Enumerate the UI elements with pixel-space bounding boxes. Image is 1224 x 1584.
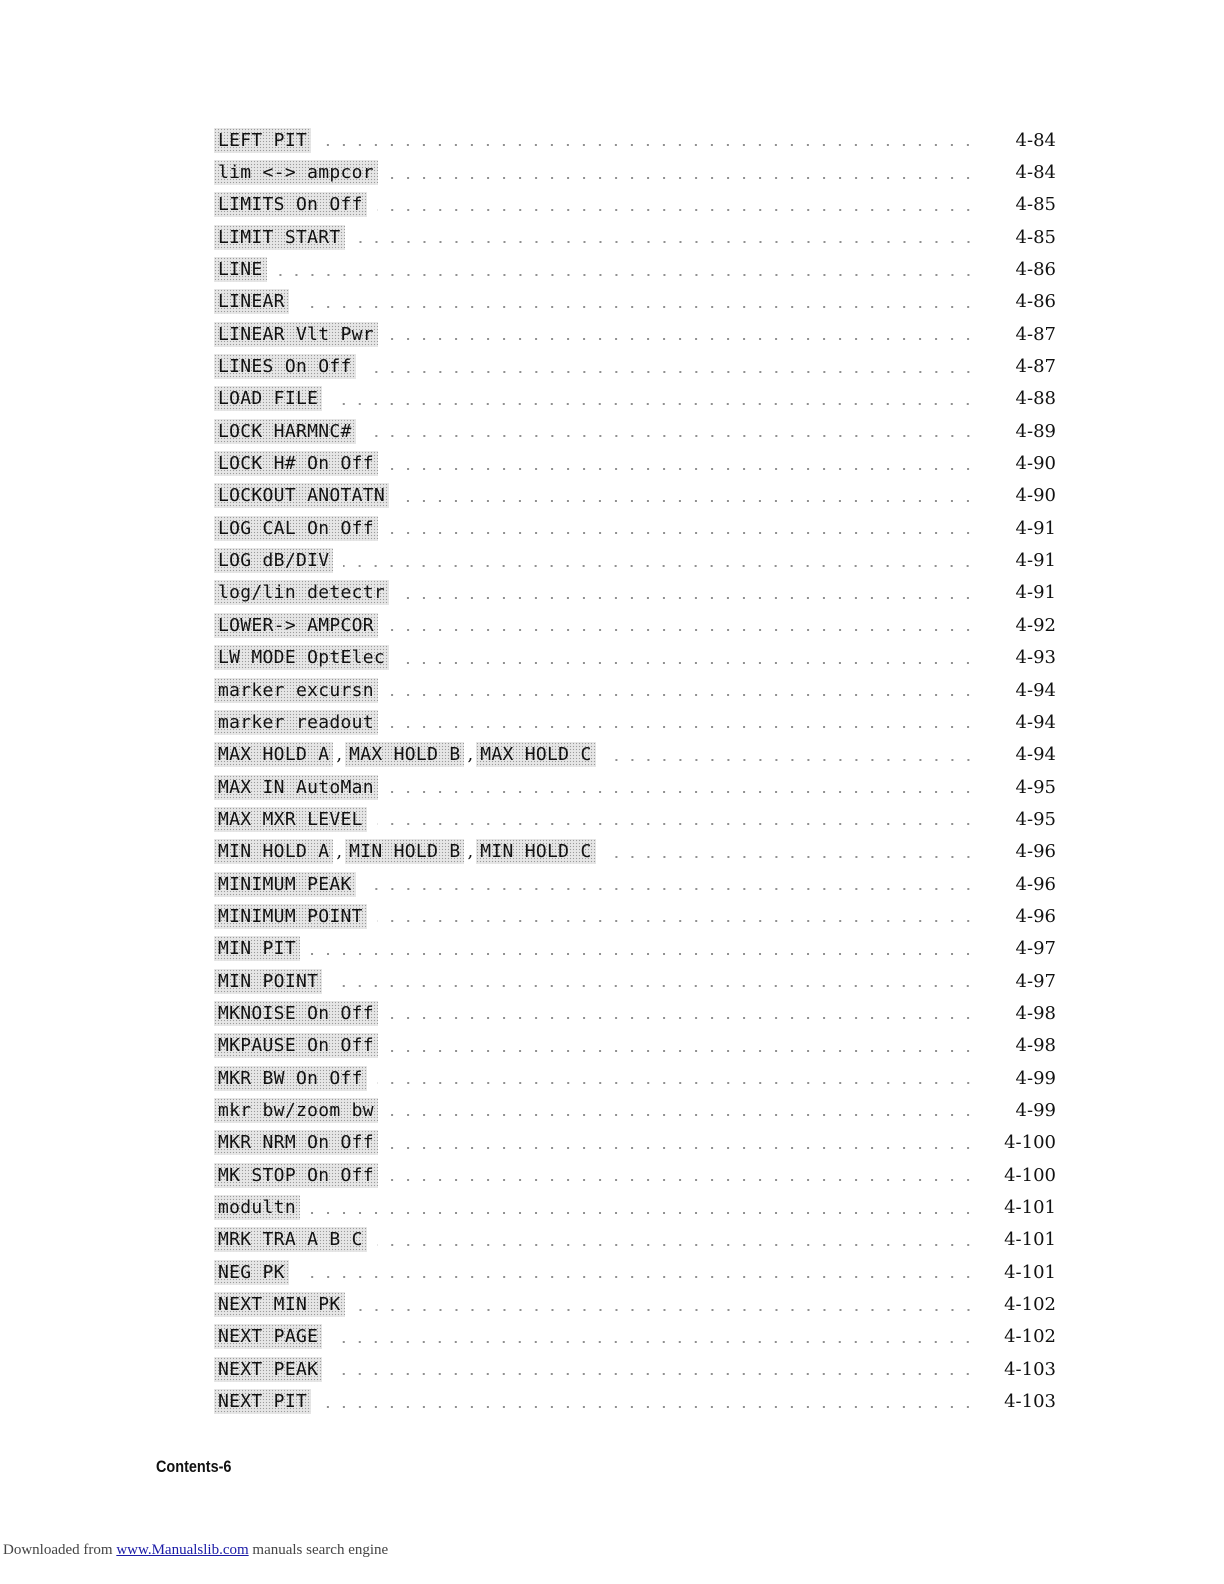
- softkey-label: MIN HOLD B: [345, 839, 464, 864]
- toc-entry-keys: [214, 128, 311, 153]
- page-label: Contents-6: [156, 1457, 232, 1476]
- toc-page-number: 4-85: [1015, 226, 1056, 248]
- manualslib-link[interactable]: www.Manualslib.com: [116, 1542, 249, 1558]
- toc-entry-keys: [214, 1227, 367, 1252]
- toc-page-number: 4-103: [1004, 1391, 1056, 1413]
- softkey-label: NEXT MIN PK: [214, 1292, 345, 1317]
- toc-page-number: 4-101: [1004, 1229, 1056, 1251]
- toc-entry-keys: [214, 645, 389, 670]
- toc-entry: [214, 900, 1056, 932]
- toc-entry: [214, 868, 1056, 900]
- toc-page-number: 4-85: [1015, 194, 1056, 216]
- dot-leader: [388, 454, 976, 474]
- toc-entry-keys: [214, 516, 378, 541]
- toc-entry-keys: [214, 904, 367, 929]
- toc-entry-keys: [214, 1195, 300, 1220]
- toc-entry-keys: [214, 775, 378, 800]
- table-of-contents: [214, 124, 1056, 1418]
- toc-entry: [214, 318, 1056, 350]
- toc-entry-keys: [214, 1001, 378, 1026]
- softkey-label: LOCK HARMNC#: [214, 419, 356, 444]
- dot-leader: [332, 1327, 976, 1347]
- softkey-label: MKNOISE On Off: [214, 1001, 378, 1026]
- dot-leader: [277, 260, 976, 280]
- dot-leader: [355, 1295, 976, 1315]
- toc-entry: [214, 1062, 1056, 1094]
- toc-entry-keys: [214, 807, 367, 832]
- dot-leader: [399, 486, 976, 506]
- toc-entry-keys: [214, 386, 322, 411]
- toc-page-number: 4-102: [1004, 1294, 1056, 1316]
- toc-entry: [214, 1353, 1056, 1385]
- toc-page-number: 4-91: [1015, 582, 1056, 604]
- toc-entry-keys: [214, 225, 345, 250]
- toc-page-number: 4-96: [1015, 873, 1056, 895]
- toc-entry: [214, 1159, 1056, 1191]
- toc-entry: [214, 609, 1056, 641]
- toc-entry-keys: [214, 710, 378, 735]
- toc-entry-keys: [214, 936, 300, 961]
- toc-entry: [214, 933, 1056, 965]
- softkey-label: NEXT PEAK: [214, 1357, 322, 1382]
- dot-leader: [366, 874, 976, 894]
- toc-entry: [214, 350, 1056, 382]
- dot-leader: [388, 518, 976, 538]
- toc-entry: [214, 674, 1056, 706]
- toc-entry: [214, 512, 1056, 544]
- toc-entry: [214, 221, 1056, 253]
- toc-entry-keys: [214, 160, 378, 185]
- dot-leader: [388, 1165, 976, 1185]
- toc-entry: [214, 415, 1056, 447]
- toc-page-number: 4-92: [1015, 614, 1056, 636]
- toc-page-number: 4-97: [1015, 970, 1056, 992]
- dot-leader: [377, 809, 976, 829]
- dot-leader: [388, 163, 976, 183]
- toc-entry-keys: [214, 257, 267, 282]
- toc-entry: [214, 642, 1056, 674]
- toc-entry-keys: [214, 289, 289, 314]
- toc-entry-keys: [214, 419, 356, 444]
- toc-entry-keys: [214, 1260, 289, 1285]
- toc-page-number: 4-94: [1015, 679, 1056, 701]
- toc-entry-keys: [214, 1163, 378, 1188]
- softkey-label: MAX HOLD B: [345, 742, 464, 767]
- toc-entry-keys: [214, 580, 389, 605]
- toc-entry: [214, 836, 1056, 868]
- toc-entry: [214, 544, 1056, 576]
- dot-leader: [606, 745, 976, 765]
- softkey-label: MRK TRA A B C: [214, 1227, 367, 1252]
- toc-entry-keys: [214, 1098, 378, 1123]
- toc-entry: [214, 1094, 1056, 1126]
- toc-entry-keys: [214, 1130, 378, 1155]
- toc-page-number: 4-96: [1015, 905, 1056, 927]
- toc-entry: [214, 156, 1056, 188]
- toc-entry-keys: [214, 192, 367, 217]
- toc-page-number: 4-87: [1015, 356, 1056, 378]
- toc-entry: [214, 803, 1056, 835]
- dot-leader: [343, 551, 976, 571]
- toc-entry-keys: [214, 1357, 322, 1382]
- dot-leader: [377, 195, 976, 215]
- dot-leader: [366, 421, 976, 441]
- toc-page-number: 4-84: [1015, 162, 1056, 184]
- softkey-label: marker excursn: [214, 678, 378, 703]
- softkey-label: MAX MXR LEVEL: [214, 807, 367, 832]
- toc-page-number: 4-100: [1004, 1132, 1056, 1154]
- toc-entry: [214, 1224, 1056, 1256]
- toc-page-number: 4-99: [1015, 1099, 1056, 1121]
- toc-page-number: 4-101: [1004, 1261, 1056, 1283]
- toc-page-number: 4-99: [1015, 1067, 1056, 1089]
- toc-page-number: 4-95: [1015, 808, 1056, 830]
- softkey-label: LOG dB/DIV: [214, 548, 333, 573]
- toc-entry: [214, 1127, 1056, 1159]
- dot-leader: [388, 680, 976, 700]
- dot-leader: [332, 1359, 976, 1379]
- toc-page-number: 4-97: [1015, 938, 1056, 960]
- toc-entry-keys: [214, 451, 378, 476]
- softkey-label: NEXT PIT: [214, 1389, 311, 1414]
- toc-page-number: 4-94: [1015, 744, 1056, 766]
- key-separator: ,: [336, 841, 343, 863]
- toc-entry: [214, 253, 1056, 285]
- key-separator: ,: [467, 744, 474, 766]
- toc-page-number: 4-87: [1015, 323, 1056, 345]
- dot-leader: [355, 227, 976, 247]
- softkey-label: MAX HOLD C: [476, 742, 595, 767]
- dot-leader: [377, 906, 976, 926]
- softkey-label: MKR BW On Off: [214, 1066, 367, 1091]
- softkey-label: LEFT PIT: [214, 128, 311, 153]
- dot-leader: [388, 1003, 976, 1023]
- toc-entry-keys: [214, 548, 333, 573]
- softkey-label: NEXT PAGE: [214, 1324, 322, 1349]
- toc-page-number: 4-86: [1015, 259, 1056, 281]
- softkey-label: MIN HOLD A: [214, 839, 333, 864]
- toc-entry: [214, 1385, 1056, 1417]
- dot-leader: [366, 357, 976, 377]
- dot-leader: [399, 583, 976, 603]
- dot-leader: [332, 389, 976, 409]
- toc-entry: [214, 1288, 1056, 1320]
- toc-page-number: 4-88: [1015, 388, 1056, 410]
- softkey-label: LINEAR: [214, 289, 289, 314]
- toc-entry: [214, 965, 1056, 997]
- toc-entry-keys: [214, 1324, 322, 1349]
- softkey-label: MIN PIT: [214, 936, 300, 961]
- dot-leader: [377, 1068, 976, 1088]
- toc-page-number: 4-86: [1015, 291, 1056, 313]
- dot-leader: [332, 971, 976, 991]
- softkey-label: LIMIT START: [214, 225, 345, 250]
- key-separator: ,: [336, 744, 343, 766]
- toc-entry-keys: [214, 1033, 378, 1058]
- toc-page-number: 4-91: [1015, 550, 1056, 572]
- dot-leader: [388, 615, 976, 635]
- softkey-label: MIN HOLD C: [476, 839, 595, 864]
- dot-leader: [299, 1262, 976, 1282]
- toc-entry: [214, 286, 1056, 318]
- softkey-label: LOCK H# On Off: [214, 451, 378, 476]
- toc-page-number: 4-101: [1004, 1197, 1056, 1219]
- softkey-label: marker readout: [214, 710, 378, 735]
- toc-entry: [214, 577, 1056, 609]
- softkey-label: MINIMUM POINT: [214, 904, 367, 929]
- softkey-label: MIN POINT: [214, 969, 322, 994]
- softkey-label: MKPAUSE On Off: [214, 1033, 378, 1058]
- key-separator: ,: [467, 841, 474, 863]
- toc-entry-keys: [214, 1066, 367, 1091]
- toc-page-number: 4-93: [1015, 647, 1056, 669]
- softkey-label: lim <-> ampcor: [214, 160, 378, 185]
- dot-leader: [388, 324, 976, 344]
- toc-entry-keys: [214, 483, 389, 508]
- toc-entry: [214, 189, 1056, 221]
- softkey-label: LIMITS On Off: [214, 192, 367, 217]
- softkey-label: LINES On Off: [214, 354, 356, 379]
- toc-entry: [214, 1321, 1056, 1353]
- dot-leader: [388, 777, 976, 797]
- toc-entry-keys: [214, 872, 356, 897]
- softkey-label: MAX HOLD A: [214, 742, 333, 767]
- dot-leader: [310, 1198, 976, 1218]
- toc-page-number: 4-90: [1015, 485, 1056, 507]
- toc-entry-keys: [214, 613, 378, 638]
- dot-leader: [299, 292, 976, 312]
- toc-entry: [214, 383, 1056, 415]
- dot-leader: [606, 842, 976, 862]
- toc-page-number: 4-89: [1015, 420, 1056, 442]
- toc-entry: [214, 997, 1056, 1029]
- toc-entry: [214, 124, 1056, 156]
- toc-entry-keys: [214, 1292, 345, 1317]
- softkey-label: mkr bw/zoom bw: [214, 1098, 378, 1123]
- softkey-label: LOCKOUT ANOTATN: [214, 483, 389, 508]
- dot-leader: [377, 1230, 976, 1250]
- toc-entry: [214, 1256, 1056, 1288]
- toc-page-number: 4-100: [1004, 1164, 1056, 1186]
- toc-entry-keys: [214, 322, 378, 347]
- softkey-label: log/lin detectr: [214, 580, 389, 605]
- toc-entry: [214, 771, 1056, 803]
- dot-leader: [388, 1036, 976, 1056]
- softkey-label: LINEAR Vlt Pwr: [214, 322, 378, 347]
- softkey-label: NEG PK: [214, 1260, 289, 1285]
- softkey-label: MINIMUM PEAK: [214, 872, 356, 897]
- softkey-label: modultn: [214, 1195, 300, 1220]
- download-suffix: manuals search engine: [252, 1542, 389, 1558]
- dot-leader: [310, 939, 976, 959]
- softkey-label: LOG CAL On Off: [214, 516, 378, 541]
- softkey-label: LINE: [214, 257, 267, 282]
- toc-entry: [214, 1191, 1056, 1223]
- softkey-label: MAX IN AutoMan: [214, 775, 378, 800]
- dot-leader: [388, 1133, 976, 1153]
- softkey-label: LOAD FILE: [214, 386, 322, 411]
- toc-entry-keys: [214, 839, 596, 864]
- toc-entry: [214, 706, 1056, 738]
- softkey-label: MK STOP On Off: [214, 1163, 378, 1188]
- dot-leader: [321, 1392, 976, 1412]
- toc-entry-keys: [214, 742, 596, 767]
- toc-page-number: 4-98: [1015, 1002, 1056, 1024]
- dot-leader: [321, 130, 976, 150]
- toc-entry-keys: [214, 969, 322, 994]
- toc-entry-keys: [214, 354, 356, 379]
- toc-entry-keys: [214, 678, 378, 703]
- softkey-label: MKR NRM On Off: [214, 1130, 378, 1155]
- toc-page-number: 4-84: [1015, 129, 1056, 151]
- toc-entry: [214, 1030, 1056, 1062]
- toc-entry-keys: [214, 1389, 311, 1414]
- toc-page-number: 4-90: [1015, 453, 1056, 475]
- download-prefix: Downloaded from: [3, 1542, 113, 1558]
- dot-leader: [388, 1100, 976, 1120]
- download-banner: [3, 1542, 388, 1559]
- toc-entry: [214, 739, 1056, 771]
- toc-page-number: 4-102: [1004, 1326, 1056, 1348]
- softkey-label: LW MODE OptElec: [214, 645, 389, 670]
- toc-page-number: 4-103: [1004, 1358, 1056, 1380]
- toc-page-number: 4-91: [1015, 517, 1056, 539]
- toc-entry: [214, 480, 1056, 512]
- softkey-label: LOWER-> AMPCOR: [214, 613, 378, 638]
- toc-page-number: 4-94: [1015, 711, 1056, 733]
- toc-page-number: 4-95: [1015, 776, 1056, 798]
- toc-page-number: 4-96: [1015, 841, 1056, 863]
- dot-leader: [388, 712, 976, 732]
- toc-entry: [214, 447, 1056, 479]
- toc-page-number: 4-98: [1015, 1035, 1056, 1057]
- dot-leader: [399, 648, 976, 668]
